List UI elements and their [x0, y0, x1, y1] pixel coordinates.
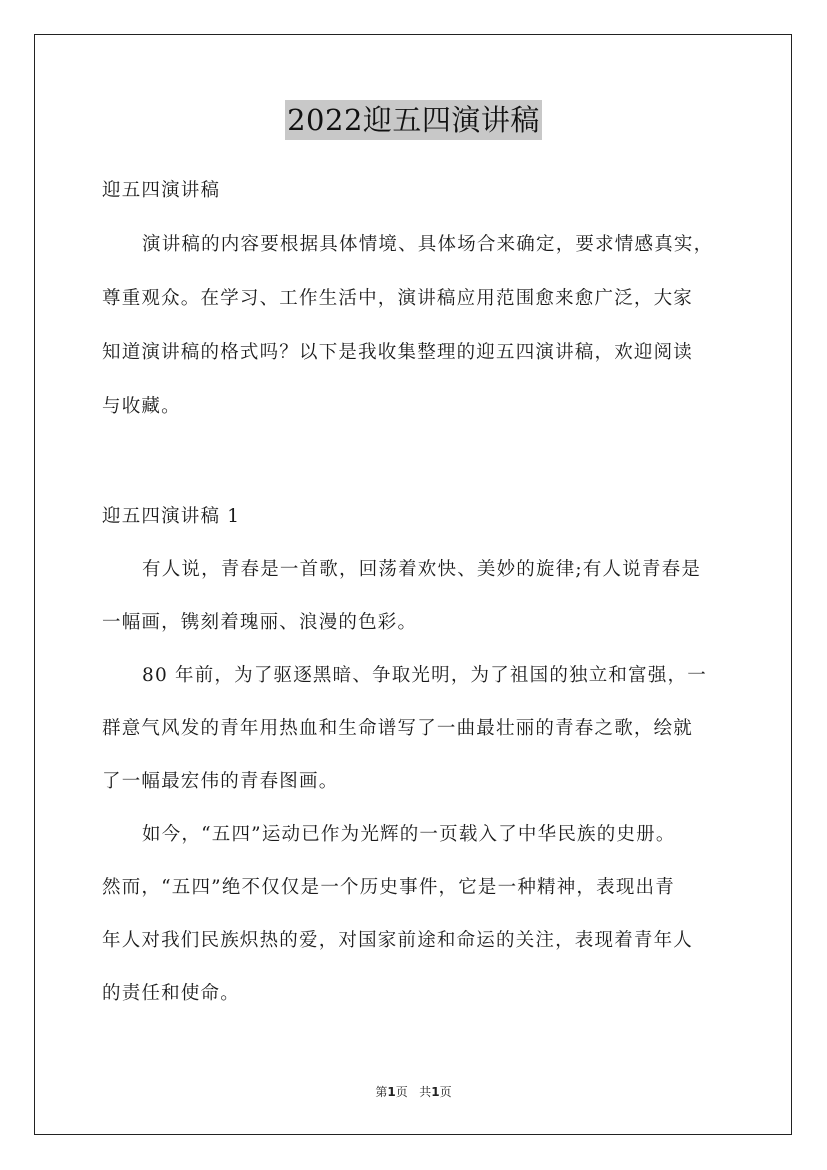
total-label-prefix: 共 [419, 1085, 432, 1099]
intro-paragraph [102, 218, 730, 434]
paragraph-1 [102, 543, 730, 649]
paragraph-line: 年人对我们民族炽热的爱，对国家前途和命运的关注，表现着青年人 [102, 930, 694, 951]
title-container [0, 100, 827, 140]
paragraph-line: 演讲稿的内容要根据具体情境、具体场合来确定，要求情感真实， [142, 234, 714, 255]
paragraph-line: 如今，“五四”运动已作为光辉的一页载入了中华民族的史册。 [142, 824, 676, 845]
paragraph-2 [102, 649, 730, 808]
paragraph-line: 的责任和使命。 [102, 983, 240, 1004]
paragraph-line: 80 年前，为了驱逐黑暗、争取光明，为了祖国的独立和富强，一 [142, 665, 707, 686]
intro-heading: 迎五四演讲稿 [102, 180, 221, 201]
paragraph-line: 群意气风发的青年用热血和生命谱写了一曲最壮丽的青春之歌，绘就 [102, 718, 694, 739]
document-body [102, 164, 730, 1020]
page-label-prefix: 第 [375, 1085, 388, 1099]
section1-heading: 迎五四演讲稿 1 [102, 506, 241, 527]
total-pages: 1 [431, 1085, 440, 1099]
paragraph-3 [102, 808, 730, 1020]
paragraph-line: 有人说，青春是一首歌，回荡着欢快、美妙的旋律;有人说青春是 [142, 559, 702, 580]
total-label-suffix: 页 [439, 1085, 452, 1099]
page-number: 1 [387, 1085, 396, 1099]
section-spacer [102, 434, 730, 490]
document-title: 2022迎五四演讲稿 [285, 100, 542, 140]
paragraph-line: 尊重观众。在学习、工作生活中，演讲稿应用范围愈来愈广泛，大家 [102, 288, 694, 309]
paragraph-line: 一幅画，镌刻着瑰丽、浪漫的色彩。 [102, 612, 418, 633]
page-footer [0, 1083, 827, 1100]
page-label-suffix: 页 [395, 1085, 408, 1099]
paragraph-line: 知道演讲稿的格式吗？以下是我收集整理的迎五四演讲稿，欢迎阅读 [102, 342, 694, 363]
paragraph-line: 了一幅最宏伟的青春图画。 [102, 771, 339, 792]
paragraph-line: 与收藏。 [102, 396, 181, 417]
paragraph-line: 然而，“五四”绝不仅仅是一个历史事件，它是一种精神，表现出青 [102, 877, 675, 898]
